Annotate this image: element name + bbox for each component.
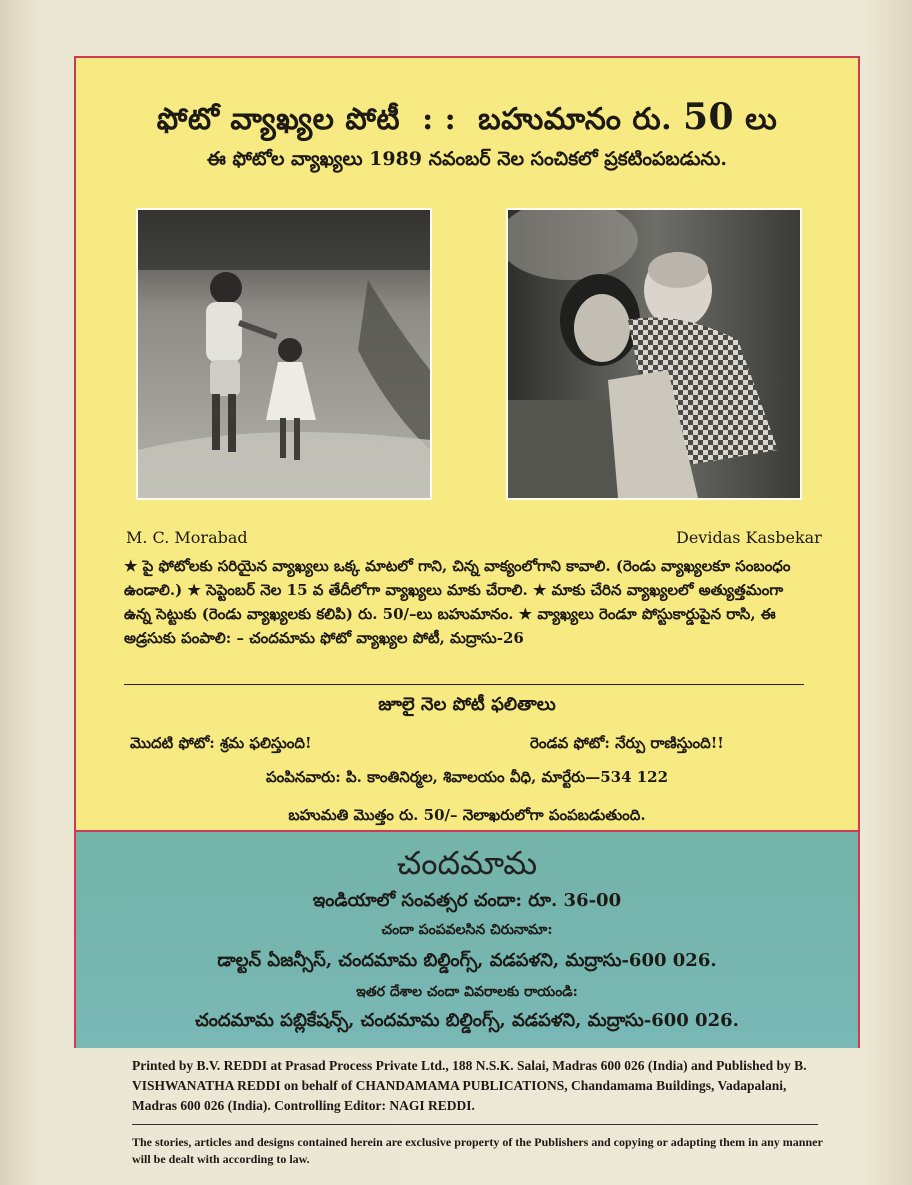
copyright-disclaimer: The stories, articles and designs contained herein are exclusive property of the Publishers and copying or adapting them in any manner will be dealt with according to law. <box>132 1135 823 1166</box>
prize-line <box>478 96 777 144</box>
photo-children-walking <box>136 208 432 500</box>
address-label: చందా పంపవలసిన చిరునామా: <box>381 922 553 938</box>
subscription-panel <box>76 830 858 1048</box>
contest-rules: ★ పై ఫోటోలకు సరియైన వ్యాఖ్యలు ఒక్క మాటలో గాని, చిన్న వాక్యంలోగాని కావాలి. (రెండు వ్యాఖ్యలకూ సంబంధం ఉండాలి.) ★ సెప్టెంబర్ నెల 15 వ తేదీలోగా వ్యాఖ్యలు మాకు చేరాలి. ★ మాకు చేరిన వ్యాఖ్యలలో అత్యుత్తమంగా ఉన్న సెట్టుకు (రెండు వ్యాఖ్యలకు కలిపి) రు. 50/–లు బహుమానం. ★ వ్యాఖ్యలు రెండూ పోస్టుకార్డుపైన రాసి, ఈ అడ్రసుకు పంపాలి: – చందమామ ఫోటో వ్యాఖ్యల పోటీ, మద్రాసు-26 <box>124 557 791 647</box>
magazine-name: చందమామ <box>396 844 538 882</box>
second-photo-answer: రెండవ ఫోటో: నేర్పు రాణిస్తుంది!! <box>530 734 724 752</box>
photo-girl-with-baby <box>506 208 802 500</box>
first-photo-answer: మొదటి ఫోటో: శ్రమ ఫలిస్తుంది! <box>130 734 312 752</box>
prize-distribution: బహుమతి మొత్తం రు. 50/– నెలాఖరులోగా పంపబడుతుంది. <box>288 806 646 824</box>
contest-heading: ఫోటో వ్యాఖ్యల పోటీ <box>156 102 401 137</box>
printer-imprint: Printed by B.V. REDDI at Prasad Process Private Ltd., 188 N.S.K. Salai, Madras 600 026 (India) and Published by B. VISHWANATHA REDDI on behalf of CHANDAMAMA PUBLICATIONS, Chandamama Buildings, Vadapalani, Madras 600 026 (India). Controlling Editor: NAGI REDDI. <box>132 1058 807 1113</box>
footer-divider <box>132 1124 818 1125</box>
prize-suffix: లు <box>745 102 778 137</box>
foreign-publisher: చందమామ పబ్లికేషన్స్, చందమామ బిల్డింగ్స్, వడపళని, మద్రాసు-600 026. <box>195 1010 739 1031</box>
publish-note: ఈ ఫోటోల వ్యాఖ్యలు 1989 నవంబర్ నెల సంచికలో ప్రకటింపబడును. <box>207 148 727 170</box>
foreign-note: ఇతర దేశాల చందా వివరాలకు రాయండి: <box>356 984 578 1000</box>
prize-amount: 50 <box>683 96 735 138</box>
results-title: జూలై నెల పోటీ ఫలితాలు <box>378 694 556 715</box>
contest-frame <box>74 56 860 1048</box>
photo-credit-right: Devidas Kasbekar <box>676 528 822 547</box>
annual-rate: ఇండియాలో సంవత్సర చందా: రూ. 36-00 <box>312 890 622 911</box>
divider <box>124 684 804 685</box>
contest-heading-row <box>76 96 858 144</box>
india-agent: డాల్టన్ ఏజన్సీస్, చందమామ బిల్డింగ్స్, వడపళని, మద్రాసు-600 026. <box>217 950 717 971</box>
winner-sender: పంపినవారు: పి. కాంతినిర్మల, శివాలయం వీధి, మార్టేరు—534 122 <box>265 768 669 786</box>
contest-panel <box>76 58 858 830</box>
prize-label: బహుమానం రు. <box>478 102 673 137</box>
heading-separator: : : <box>422 102 457 137</box>
photo-credit-left: M. C. Morabad <box>126 528 248 547</box>
